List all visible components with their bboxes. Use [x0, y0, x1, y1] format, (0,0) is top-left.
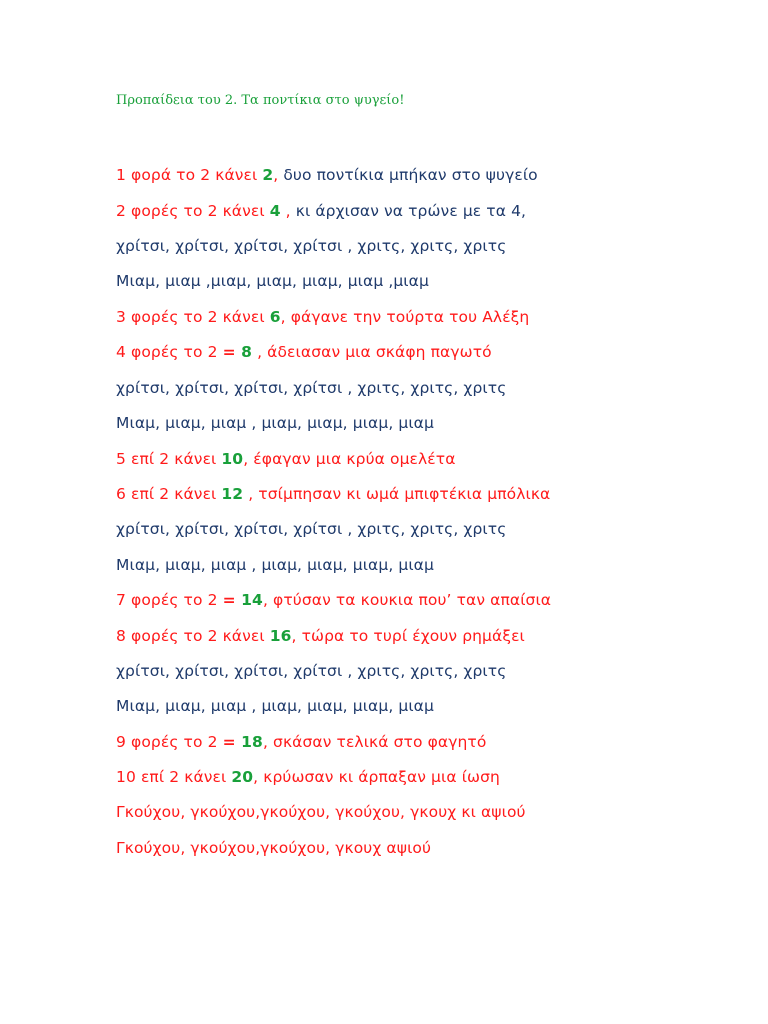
line-equals: =	[222, 343, 236, 361]
line-number: 18	[235, 733, 263, 751]
verse-line-6	[116, 484, 550, 504]
line-number: 16	[269, 627, 292, 645]
line-prefix: 5 επί 2 κάνει	[116, 450, 222, 468]
line-text: τώρα το τυρί έχουν ρημάξει	[301, 627, 525, 645]
line-number: 12	[221, 485, 244, 503]
line-number: 4	[269, 202, 281, 220]
document-title: Προπαίδεια του 2. Τα ποντίκια στο ψυγείο!	[116, 93, 405, 108]
line-text: δυο ποντίκια μπήκαν στο ψυγείο	[278, 166, 538, 184]
chorus-line-1: χρίτσι, χρίτσι, χρίτσι, χρίτσι , χριτς, χριτς, χριτς	[116, 237, 507, 255]
line-text: φάγανε την τούρτα του Αλέξη	[290, 308, 530, 326]
chorus-line-2: Μιαμ, μιαμ, μιαμ , μιαμ, μιαμ, μιαμ, μιαμ	[116, 697, 434, 715]
chorus-line-2: Μιαμ, μιαμ, μιαμ , μιαμ, μιαμ, μιαμ, μιαμ	[116, 556, 434, 574]
line-text: φτύσαν τα κουκια που’ ταν απαίσια	[273, 591, 552, 609]
line-sep: ,	[252, 343, 268, 361]
line-equals: =	[222, 591, 236, 609]
line-text: άδειασαν μια σκάφη παγωτό	[267, 343, 492, 361]
verse-line-10	[116, 767, 500, 787]
verse-line-4	[116, 342, 492, 362]
line-number: 2	[262, 166, 274, 184]
verse-line-2	[116, 201, 526, 221]
verse-line-1	[116, 165, 538, 185]
verse-line-8	[116, 626, 525, 646]
line-sep: ,	[291, 627, 302, 645]
line-sep: ,	[262, 591, 274, 609]
line-prefix: 9 φορές το 2	[116, 733, 223, 751]
chorus-line-1: χρίτσι, χρίτσι, χρίτσι, χρίτσι , χριτς, χριτς, χριτς	[116, 662, 507, 680]
verse-line-7	[116, 590, 551, 610]
line-prefix: 8 φορές το 2 κάνει	[116, 627, 270, 645]
line-number: 10	[221, 450, 244, 468]
line-prefix: 6 επί 2 κάνει	[116, 485, 222, 503]
chorus-line-1: χρίτσι, χρίτσι, χρίτσι, χρίτσι , χριτς, χριτς, χριτς	[116, 520, 507, 538]
chorus-line-2: Μιαμ, μιαμ ,μιαμ, μιαμ, μιαμ, μιαμ ,μιαμ	[116, 272, 429, 290]
verse-line-5	[116, 449, 456, 469]
chorus-line-2: Μιαμ, μιαμ, μιαμ , μιαμ, μιαμ, μιαμ, μιαμ	[116, 414, 434, 432]
verse-line-9	[116, 732, 486, 752]
line-prefix: 1 φορά το 2 κάνει	[116, 166, 263, 184]
line-sep: ,	[280, 202, 296, 220]
line-text: κρύωσαν κι άρπαξαν μια ίωση	[263, 768, 500, 786]
line-sep: ,	[243, 450, 254, 468]
line-sep: ,	[243, 485, 259, 503]
line-text: κι άρχισαν να τρώνε με τα 4,	[295, 202, 527, 220]
cough-line-1: Γκούχου, γκούχου,γκούχου, γκούχου, γκουχ κι αψιού	[116, 803, 526, 821]
cough-line-2: Γκούχου, γκούχου,γκούχου, γκουχ αψιού	[116, 839, 432, 857]
line-sep: ,	[262, 733, 274, 751]
line-sep: ,	[273, 166, 279, 184]
line-equals: =	[222, 733, 236, 751]
line-prefix: 10 επί 2 κάνει	[116, 768, 232, 786]
line-text: σκάσαν τελικά στο φαγητό	[273, 733, 487, 751]
line-text: έφαγαν μια κρύα ομελέτα	[253, 450, 456, 468]
line-prefix: 3 φορές το 2 κάνει	[116, 308, 270, 326]
line-number: 6	[269, 308, 281, 326]
line-prefix: 2 φορές το 2 κάνει	[116, 202, 270, 220]
line-number: 8	[235, 343, 253, 361]
line-number: 14	[235, 591, 263, 609]
line-text: τσίμπησαν κι ωμά μπιφτέκια μπόλικα	[258, 485, 551, 503]
verse-line-3	[116, 307, 529, 327]
line-prefix: 7 φορές το 2	[116, 591, 223, 609]
line-sep: ,	[253, 768, 264, 786]
line-number: 20	[231, 768, 254, 786]
chorus-line-1: χρίτσι, χρίτσι, χρίτσι, χρίτσι , χριτς, χριτς, χριτς	[116, 379, 507, 397]
line-sep: ,	[280, 308, 291, 326]
line-prefix: 4 φορές το 2	[116, 343, 223, 361]
